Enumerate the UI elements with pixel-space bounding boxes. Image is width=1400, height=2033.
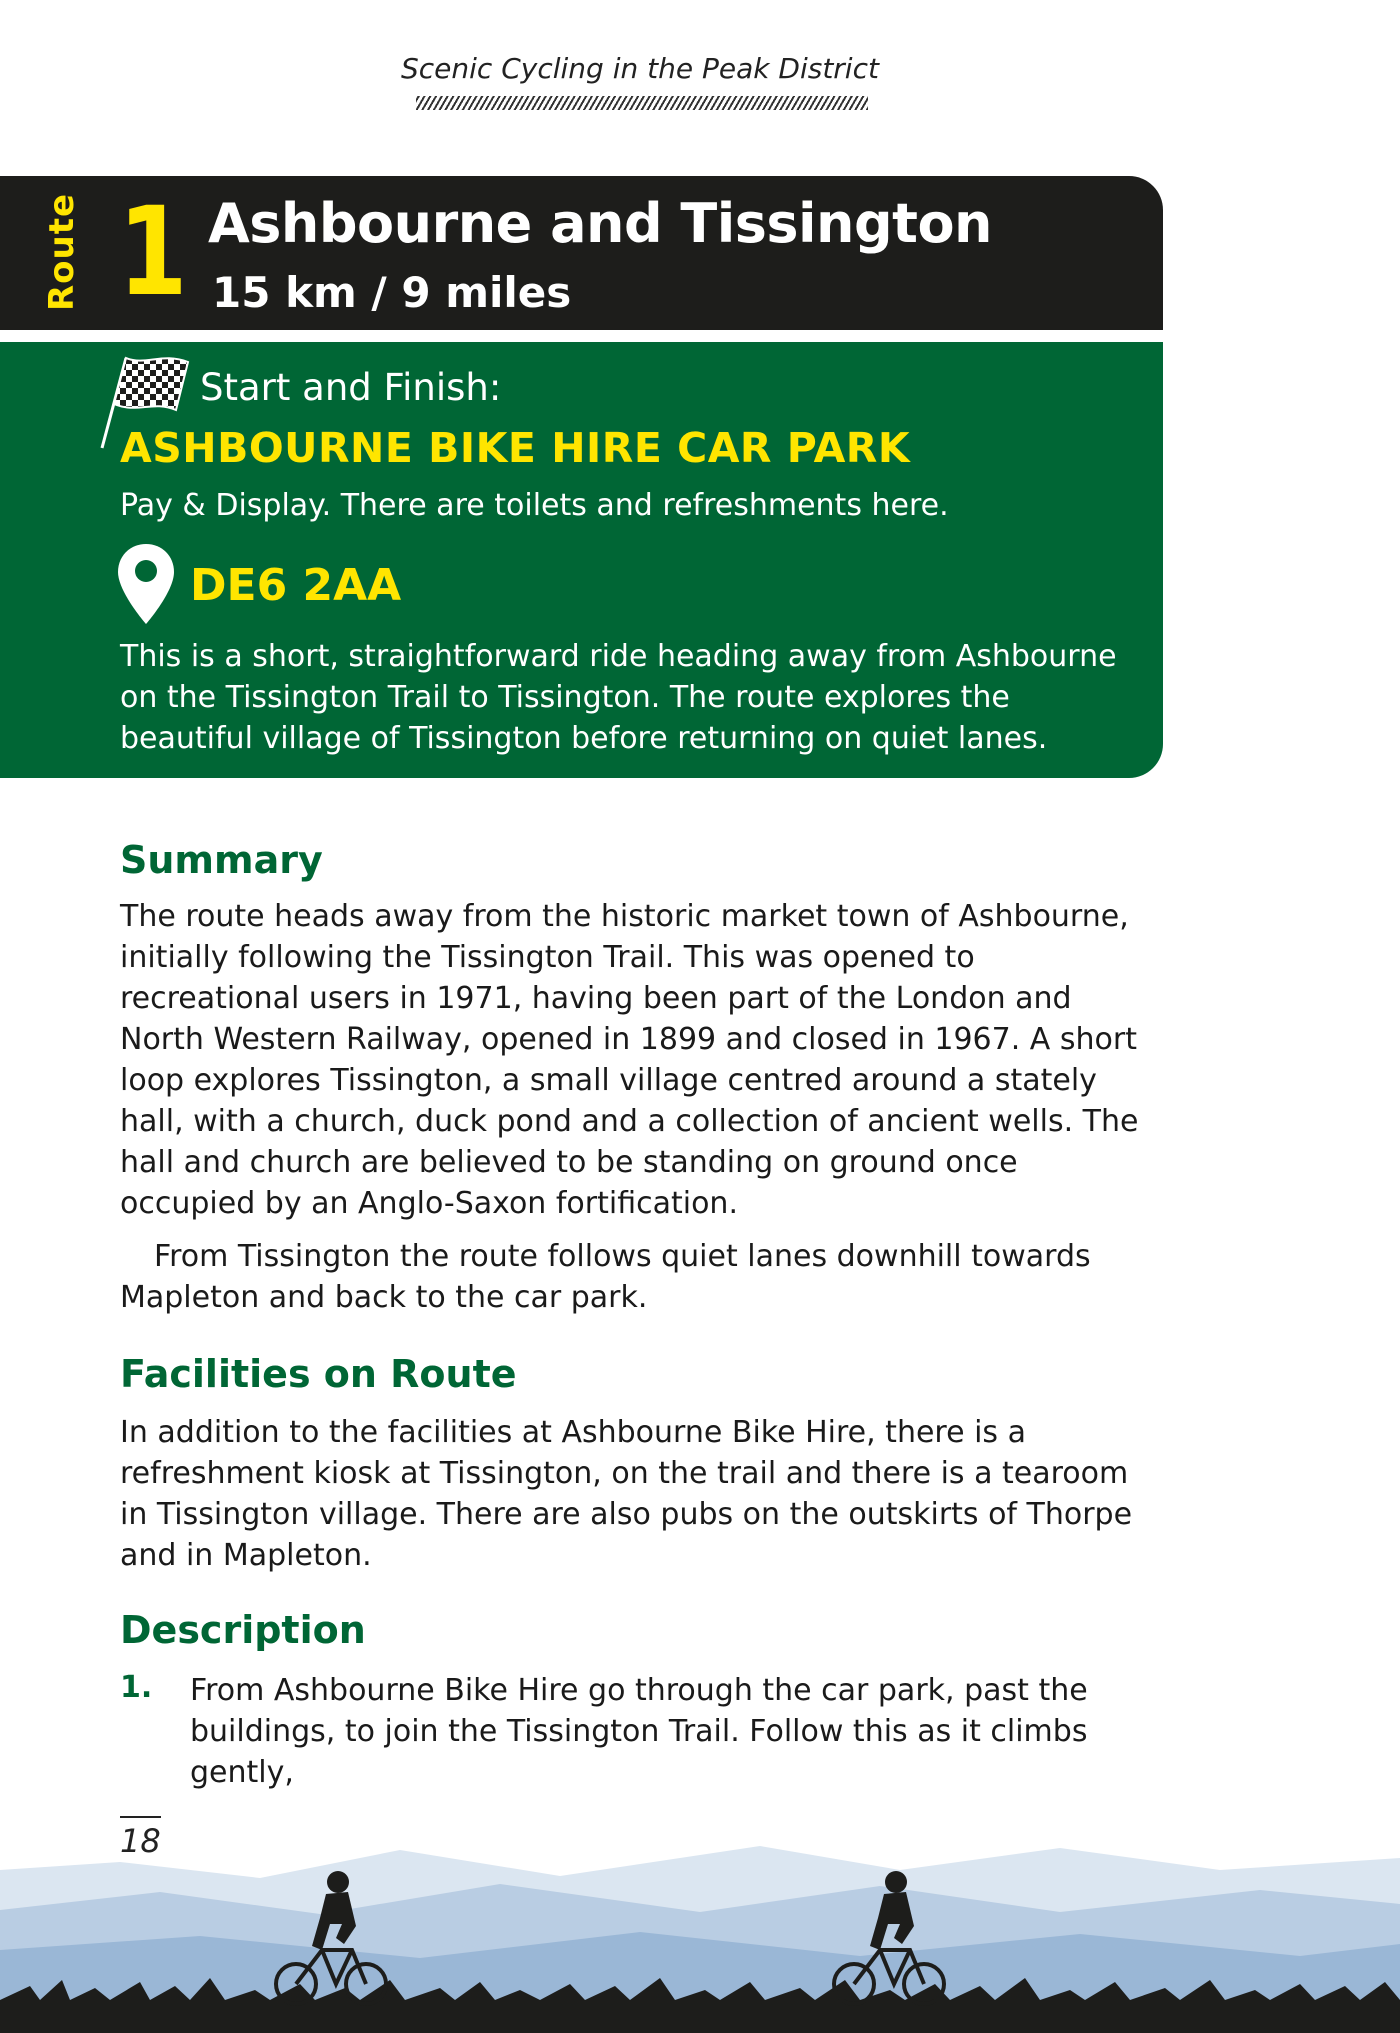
route-label-text: Route [42,192,82,311]
summary-paragraph: From Tissington the route follows quiet lanes downhill towards Mapleton and back to the car park. [120,1239,1091,1315]
route-distance: 15 km / 9 miles [212,268,572,317]
description-heading: Description [120,1608,366,1652]
step-text: From Ashbourne Bike Hire go through the car park, past the buildings, to join the Tissington Trail. Follow this as it climbs gently, [190,1673,1088,1790]
cyclists-landscape-illustration [0,1840,1400,2033]
route-intro: This is a short, straightforward ride heading away from Ashbourne on the Tissington Trail to Tissington. The route explores the beautiful village of Tissington before returning on quiet lanes. [120,639,1117,756]
page-number: 18 [120,1816,161,1860]
postcode: DE6 2AA [190,560,402,611]
summary-text [120,896,1160,1318]
header-rule [416,96,868,110]
running-header: Scenic Cycling in the Peak District [401,52,879,85]
route-title: Ashbourne and Tissington [208,192,992,255]
map-pin-icon [116,542,176,626]
route-label [42,161,82,311]
start-note: Pay & Display. There are toilets and refreshments here. [120,488,949,523]
step-number: 1. [120,1670,153,1705]
route-number: 1 [118,181,188,323]
summary-paragraph: The route heads away from the historic market town of Ashbourne, initially following the Tissington Trail. This was opened to recreational users in 1971, having been part of the London and North Western Railway, opened in 1899 and closed in 1967. A short loop explores Tissington, a small village centred around a stately hall, with a church, duck pond and a collection of ancient wells. The hall and church are believed to be standing on ground once occupied by an Anglo-Saxon fortification. [120,899,1139,1221]
start-location: ASHBOURNE BIKE HIRE CAR PARK [120,424,911,472]
summary-heading: Summary [120,838,323,882]
facilities-heading: Facilities on Route [120,1352,517,1396]
facilities-text: In addition to the facilities at Ashbourne Bike Hire, there is a refreshment kiosk at Tissington, on the trail and there is a tearoom in Tissington village. There are also pubs on the outskirts of Thorpe and in Mapleton. [120,1415,1133,1573]
start-finish-label: Start and Finish: [200,366,502,409]
